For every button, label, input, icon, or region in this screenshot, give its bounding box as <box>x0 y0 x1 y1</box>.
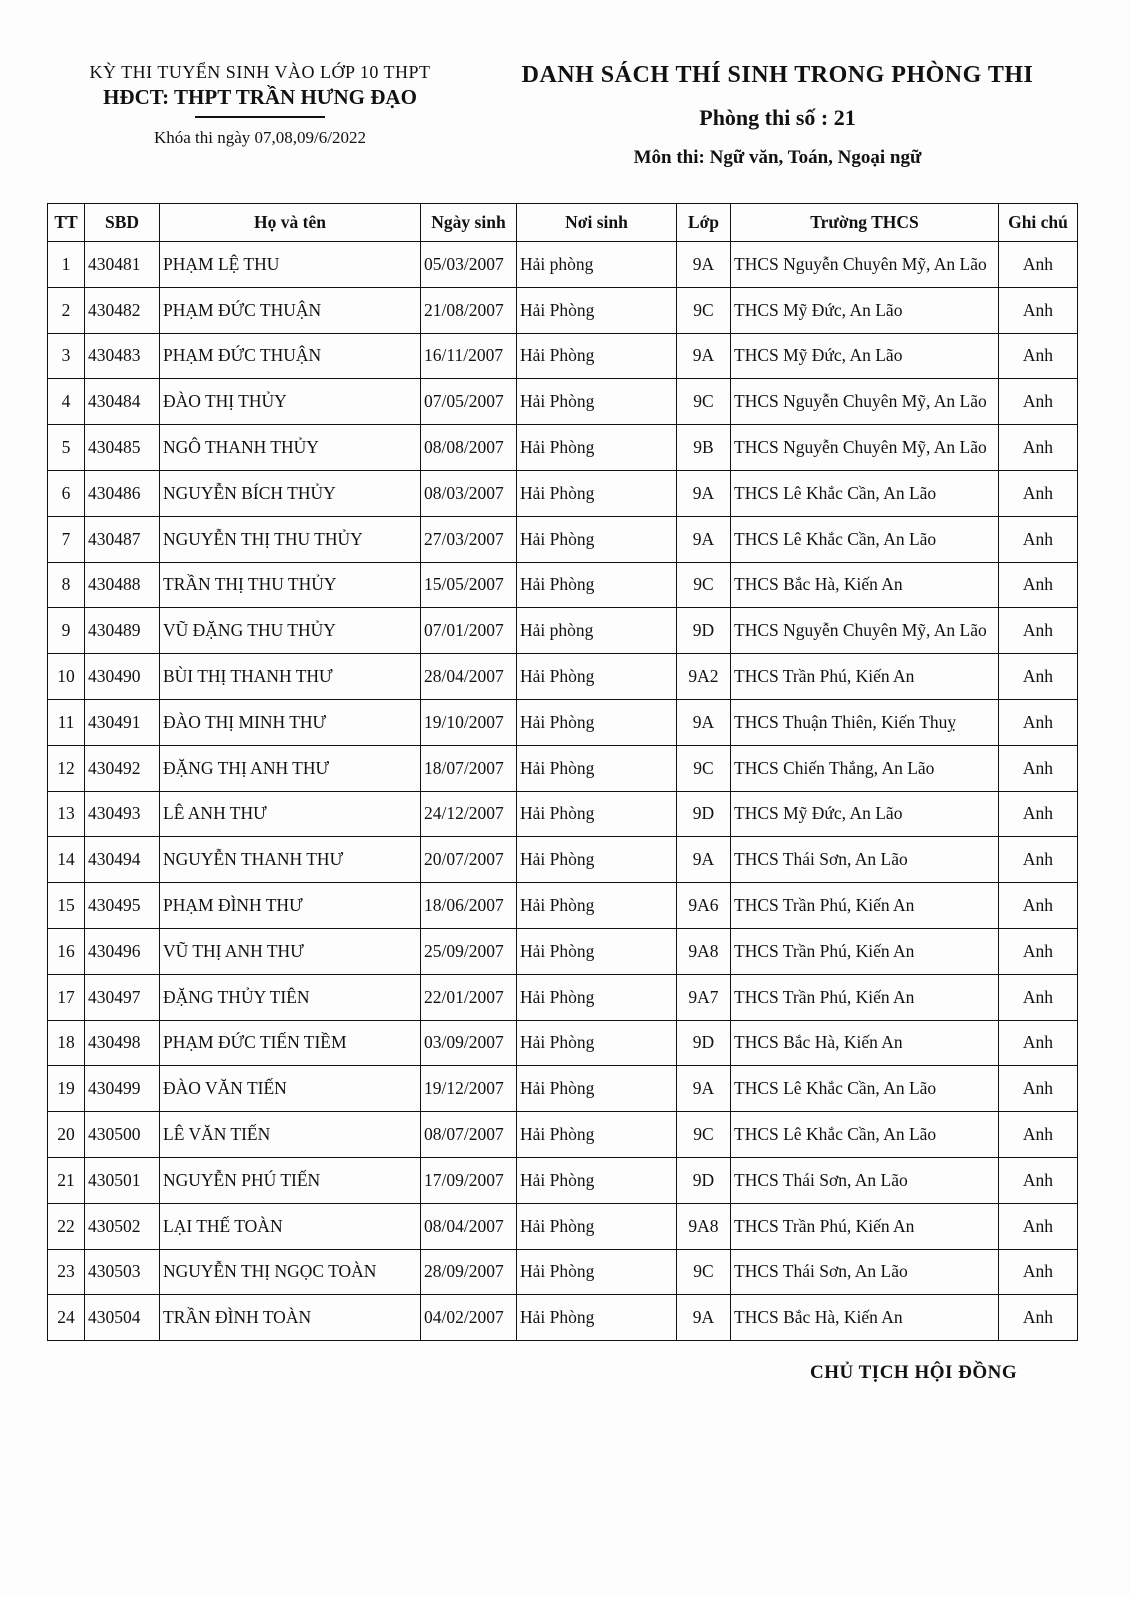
cell-note: Anh <box>999 1020 1078 1066</box>
cell-birth-date: 22/01/2007 <box>421 974 517 1020</box>
divider <box>195 116 325 118</box>
cell-sbd: 430483 <box>85 333 160 379</box>
cell-class: 9A7 <box>677 974 731 1020</box>
cell-full-name: ĐẶNG THỊ ANH THƯ <box>160 745 421 791</box>
cell-birth-date: 19/12/2007 <box>421 1066 517 1112</box>
table-row <box>48 699 1078 745</box>
cell-birth-place: Hải Phòng <box>517 791 677 837</box>
cell-tt: 7 <box>48 516 85 562</box>
column-header-birth-place: Nơi sinh <box>517 204 677 242</box>
cell-class: 9D <box>677 1157 731 1203</box>
cell-birth-date: 18/06/2007 <box>421 883 517 929</box>
cell-class: 9C <box>677 379 731 425</box>
cell-birth-date: 27/03/2007 <box>421 516 517 562</box>
cell-full-name: VŨ ĐẶNG THU THỦY <box>160 608 421 654</box>
cell-birth-date: 07/05/2007 <box>421 379 517 425</box>
cell-class: 9A <box>677 699 731 745</box>
cell-note: Anh <box>999 837 1078 883</box>
cell-full-name: LÊ ANH THƯ <box>160 791 421 837</box>
cell-birth-date: 16/11/2007 <box>421 333 517 379</box>
cell-birth-place: Hải Phòng <box>517 470 677 516</box>
cell-school: THCS Trần Phú, Kiến An <box>731 928 999 974</box>
column-header-tt: TT <box>48 204 85 242</box>
subjects: Môn thi: Ngữ văn, Toán, Ngoại ngữ <box>633 147 922 168</box>
list-header <box>490 62 1065 169</box>
cell-note: Anh <box>999 928 1078 974</box>
cell-birth-place: Hải Phòng <box>517 1066 677 1112</box>
cell-class: 9C <box>677 287 731 333</box>
table-row <box>48 974 1078 1020</box>
table-row <box>48 745 1078 791</box>
cell-full-name: ĐÀO VĂN TIẾN <box>160 1066 421 1112</box>
cell-birth-place: Hải Phòng <box>517 1203 677 1249</box>
cell-note: Anh <box>999 516 1078 562</box>
cell-birth-date: 08/07/2007 <box>421 1112 517 1158</box>
cell-birth-place: Hải phòng <box>517 608 677 654</box>
cell-school: THCS Thái Sơn, An Lão <box>731 1249 999 1295</box>
cell-tt: 17 <box>48 974 85 1020</box>
cell-sbd: 430486 <box>85 470 160 516</box>
cell-school: THCS Mỹ Đức, An Lão <box>731 287 999 333</box>
cell-sbd: 430495 <box>85 883 160 929</box>
cell-full-name: NGUYỄN BÍCH THỦY <box>160 470 421 516</box>
cell-birth-place: Hải Phòng <box>517 837 677 883</box>
cell-note: Anh <box>999 425 1078 471</box>
cell-full-name: NGUYỄN THANH THƯ <box>160 837 421 883</box>
cell-tt: 8 <box>48 562 85 608</box>
cell-class: 9A8 <box>677 928 731 974</box>
cell-class: 9C <box>677 1112 731 1158</box>
cell-sbd: 430497 <box>85 974 160 1020</box>
cell-sbd: 430501 <box>85 1157 160 1203</box>
cell-class: 9D <box>677 1020 731 1066</box>
table-row <box>48 425 1078 471</box>
cell-class: 9C <box>677 745 731 791</box>
cell-sbd: 430488 <box>85 562 160 608</box>
cell-class: 9A <box>677 333 731 379</box>
cell-tt: 18 <box>48 1020 85 1066</box>
cell-class: 9A <box>677 1066 731 1112</box>
cell-birth-date: 07/01/2007 <box>421 608 517 654</box>
cell-full-name: BÙI THỊ THANH THƯ <box>160 654 421 700</box>
cell-full-name: PHẠM ĐỨC THUẬN <box>160 287 421 333</box>
cell-school: THCS Lê Khắc Cần, An Lão <box>731 1066 999 1112</box>
cell-full-name: LẠI THẾ TOÀN <box>160 1203 421 1249</box>
column-header-class: Lớp <box>677 204 731 242</box>
cell-full-name: NGUYỄN PHÚ TIẾN <box>160 1157 421 1203</box>
cell-tt: 23 <box>48 1249 85 1295</box>
table-row <box>48 654 1078 700</box>
cell-sbd: 430482 <box>85 287 160 333</box>
cell-school: THCS Trần Phú, Kiến An <box>731 654 999 700</box>
cell-birth-place: Hải Phòng <box>517 379 677 425</box>
cell-note: Anh <box>999 242 1078 288</box>
cell-note: Anh <box>999 745 1078 791</box>
cell-note: Anh <box>999 608 1078 654</box>
table-row <box>48 1295 1078 1341</box>
cell-sbd: 430503 <box>85 1249 160 1295</box>
council-name: HĐCT: THPT TRẦN HƯNG ĐẠO <box>103 85 417 109</box>
cell-birth-date: 17/09/2007 <box>421 1157 517 1203</box>
cell-birth-place: Hải phòng <box>517 242 677 288</box>
table-row <box>48 1066 1078 1112</box>
cell-school: THCS Thái Sơn, An Lão <box>731 1157 999 1203</box>
cell-class: 9A <box>677 242 731 288</box>
cell-class: 9A <box>677 837 731 883</box>
cell-full-name: NGUYỄN THỊ NGỌC TOÀN <box>160 1249 421 1295</box>
cell-birth-place: Hải Phòng <box>517 745 677 791</box>
cell-tt: 21 <box>48 1157 85 1203</box>
cell-note: Anh <box>999 1066 1078 1112</box>
cell-class: 9A8 <box>677 1203 731 1249</box>
cell-note: Anh <box>999 791 1078 837</box>
cell-tt: 9 <box>48 608 85 654</box>
cell-full-name: LÊ VĂN TIẾN <box>160 1112 421 1158</box>
cell-tt: 10 <box>48 654 85 700</box>
cell-full-name: TRẦN ĐÌNH TOÀN <box>160 1295 421 1341</box>
cell-school: THCS Nguyễn Chuyên Mỹ, An Lão <box>731 608 999 654</box>
cell-birth-place: Hải Phòng <box>517 699 677 745</box>
cell-school: THCS Trần Phú, Kiến An <box>731 1203 999 1249</box>
cell-full-name: NGÔ THANH THỦY <box>160 425 421 471</box>
cell-birth-date: 19/10/2007 <box>421 699 517 745</box>
cell-sbd: 430492 <box>85 745 160 791</box>
cell-tt: 6 <box>48 470 85 516</box>
cell-note: Anh <box>999 1157 1078 1203</box>
cell-full-name: ĐÀO THỊ MINH THƯ <box>160 699 421 745</box>
cell-birth-place: Hải Phòng <box>517 1249 677 1295</box>
table-body <box>48 242 1078 1341</box>
cell-note: Anh <box>999 562 1078 608</box>
cell-class: 9D <box>677 791 731 837</box>
cell-school: THCS Nguyễn Chuyên Mỹ, An Lão <box>731 242 999 288</box>
cell-class: 9A <box>677 1295 731 1341</box>
exam-council-header <box>40 62 480 148</box>
cell-sbd: 430504 <box>85 1295 160 1341</box>
cell-tt: 14 <box>48 837 85 883</box>
candidate-table <box>47 203 1078 1341</box>
cell-school: THCS Thái Sơn, An Lão <box>731 837 999 883</box>
cell-note: Anh <box>999 379 1078 425</box>
cell-class: 9A2 <box>677 654 731 700</box>
table-row <box>48 1203 1078 1249</box>
cell-sbd: 430490 <box>85 654 160 700</box>
cell-birth-date: 08/03/2007 <box>421 470 517 516</box>
cell-birth-place: Hải Phòng <box>517 1157 677 1203</box>
cell-tt: 15 <box>48 883 85 929</box>
cell-class: 9D <box>677 608 731 654</box>
cell-tt: 3 <box>48 333 85 379</box>
table-row <box>48 1112 1078 1158</box>
cell-sbd: 430481 <box>85 242 160 288</box>
cell-birth-place: Hải Phòng <box>517 287 677 333</box>
table-row <box>48 1020 1078 1066</box>
cell-birth-date: 08/04/2007 <box>421 1203 517 1249</box>
cell-tt: 5 <box>48 425 85 471</box>
exam-name: KỲ THI TUYỂN SINH VÀO LỚP 10 THPT <box>89 62 431 82</box>
cell-class: 9C <box>677 562 731 608</box>
cell-tt: 20 <box>48 1112 85 1158</box>
cell-birth-date: 21/08/2007 <box>421 287 517 333</box>
cell-tt: 24 <box>48 1295 85 1341</box>
cell-school: THCS Thuận Thiên, Kiến Thuỵ <box>731 699 999 745</box>
cell-full-name: ĐÀO THỊ THỦY <box>160 379 421 425</box>
cell-birth-place: Hải Phòng <box>517 883 677 929</box>
cell-school: THCS Nguyễn Chuyên Mỹ, An Lão <box>731 425 999 471</box>
cell-school: THCS Bắc Hà, Kiến An <box>731 1295 999 1341</box>
cell-school: THCS Chiến Thắng, An Lão <box>731 745 999 791</box>
cell-tt: 2 <box>48 287 85 333</box>
cell-birth-date: 03/09/2007 <box>421 1020 517 1066</box>
cell-school: THCS Bắc Hà, Kiến An <box>731 562 999 608</box>
cell-sbd: 430489 <box>85 608 160 654</box>
cell-birth-place: Hải Phòng <box>517 1020 677 1066</box>
table-row <box>48 287 1078 333</box>
cell-birth-place: Hải Phòng <box>517 516 677 562</box>
cell-sbd: 430494 <box>85 837 160 883</box>
cell-sbd: 430491 <box>85 699 160 745</box>
cell-full-name: PHẠM LỆ THU <box>160 242 421 288</box>
cell-sbd: 430499 <box>85 1066 160 1112</box>
cell-note: Anh <box>999 1295 1078 1341</box>
column-header-birth-date: Ngày sinh <box>421 204 517 242</box>
cell-note: Anh <box>999 883 1078 929</box>
cell-birth-date: 05/03/2007 <box>421 242 517 288</box>
cell-class: 9A <box>677 470 731 516</box>
cell-note: Anh <box>999 974 1078 1020</box>
cell-full-name: PHẠM ĐỨC TIẾN TIỀM <box>160 1020 421 1066</box>
cell-sbd: 430498 <box>85 1020 160 1066</box>
cell-sbd: 430500 <box>85 1112 160 1158</box>
cell-tt: 22 <box>48 1203 85 1249</box>
cell-note: Anh <box>999 287 1078 333</box>
cell-class: 9C <box>677 1249 731 1295</box>
cell-birth-place: Hải Phòng <box>517 1112 677 1158</box>
cell-school: THCS Trần Phú, Kiến An <box>731 974 999 1020</box>
cell-full-name: NGUYỄN THỊ THU THỦY <box>160 516 421 562</box>
table-row <box>48 333 1078 379</box>
cell-birth-place: Hải Phòng <box>517 654 677 700</box>
cell-note: Anh <box>999 654 1078 700</box>
table-row <box>48 883 1078 929</box>
cell-tt: 1 <box>48 242 85 288</box>
cell-sbd: 430487 <box>85 516 160 562</box>
cell-birth-date: 25/09/2007 <box>421 928 517 974</box>
cell-note: Anh <box>999 333 1078 379</box>
cell-school: THCS Mỹ Đức, An Lão <box>731 333 999 379</box>
cell-full-name: PHẠM ĐỨC THUẬN <box>160 333 421 379</box>
cell-birth-place: Hải Phòng <box>517 928 677 974</box>
room-number: Phòng thi số : 21 <box>699 105 856 130</box>
cell-sbd: 430485 <box>85 425 160 471</box>
table-row <box>48 562 1078 608</box>
cell-full-name: PHẠM ĐÌNH THƯ <box>160 883 421 929</box>
cell-class: 9A <box>677 516 731 562</box>
column-header-full-name: Họ và tên <box>160 204 421 242</box>
cell-birth-date: 28/09/2007 <box>421 1249 517 1295</box>
cell-sbd: 430493 <box>85 791 160 837</box>
cell-birth-date: 24/12/2007 <box>421 791 517 837</box>
cell-note: Anh <box>999 1249 1078 1295</box>
exam-dates: Khóa thi ngày 07,08,09/6/2022 <box>153 128 366 147</box>
cell-school: THCS Bắc Hà, Kiến An <box>731 1020 999 1066</box>
cell-tt: 11 <box>48 699 85 745</box>
cell-class: 9A6 <box>677 883 731 929</box>
cell-birth-date: 28/04/2007 <box>421 654 517 700</box>
cell-tt: 4 <box>48 379 85 425</box>
cell-birth-place: Hải Phòng <box>517 425 677 471</box>
cell-school: THCS Mỹ Đức, An Lão <box>731 791 999 837</box>
cell-tt: 19 <box>48 1066 85 1112</box>
cell-class: 9B <box>677 425 731 471</box>
cell-birth-date: 08/08/2007 <box>421 425 517 471</box>
cell-school: THCS Lê Khắc Cần, An Lão <box>731 470 999 516</box>
cell-note: Anh <box>999 699 1078 745</box>
table-row <box>48 379 1078 425</box>
column-header-school: Trường THCS <box>731 204 999 242</box>
signature-title: CHỦ TỊCH HỘI ĐỒNG <box>810 1362 1018 1383</box>
cell-birth-place: Hải Phòng <box>517 1295 677 1341</box>
table-row <box>48 470 1078 516</box>
table-row <box>48 1249 1078 1295</box>
cell-note: Anh <box>999 1203 1078 1249</box>
cell-birth-date: 15/05/2007 <box>421 562 517 608</box>
cell-full-name: ĐẶNG THỦY TIÊN <box>160 974 421 1020</box>
cell-school: THCS Nguyễn Chuyên Mỹ, An Lão <box>731 379 999 425</box>
cell-birth-place: Hải Phòng <box>517 333 677 379</box>
cell-birth-place: Hải Phòng <box>517 562 677 608</box>
table-header-row <box>48 204 1078 242</box>
table-row <box>48 837 1078 883</box>
cell-tt: 13 <box>48 791 85 837</box>
table-row <box>48 791 1078 837</box>
cell-birth-date: 18/07/2007 <box>421 745 517 791</box>
cell-tt: 16 <box>48 928 85 974</box>
cell-school: THCS Lê Khắc Cần, An Lão <box>731 516 999 562</box>
cell-school: THCS Trần Phú, Kiến An <box>731 883 999 929</box>
cell-birth-date: 20/07/2007 <box>421 837 517 883</box>
cell-sbd: 430484 <box>85 379 160 425</box>
column-header-note: Ghi chú <box>999 204 1078 242</box>
cell-sbd: 430502 <box>85 1203 160 1249</box>
table-row <box>48 1157 1078 1203</box>
document-title: DANH SÁCH THÍ SINH TRONG PHÒNG THI <box>521 62 1034 88</box>
cell-note: Anh <box>999 470 1078 516</box>
table-row <box>48 928 1078 974</box>
cell-full-name: TRẦN THỊ THU THỦY <box>160 562 421 608</box>
cell-birth-date: 04/02/2007 <box>421 1295 517 1341</box>
table-row <box>48 242 1078 288</box>
cell-note: Anh <box>999 1112 1078 1158</box>
cell-sbd: 430496 <box>85 928 160 974</box>
table-row <box>48 608 1078 654</box>
column-header-sbd: SBD <box>85 204 160 242</box>
cell-school: THCS Lê Khắc Cần, An Lão <box>731 1112 999 1158</box>
cell-tt: 12 <box>48 745 85 791</box>
cell-full-name: VŨ THỊ ANH THƯ <box>160 928 421 974</box>
table-row <box>48 516 1078 562</box>
cell-birth-place: Hải Phòng <box>517 974 677 1020</box>
